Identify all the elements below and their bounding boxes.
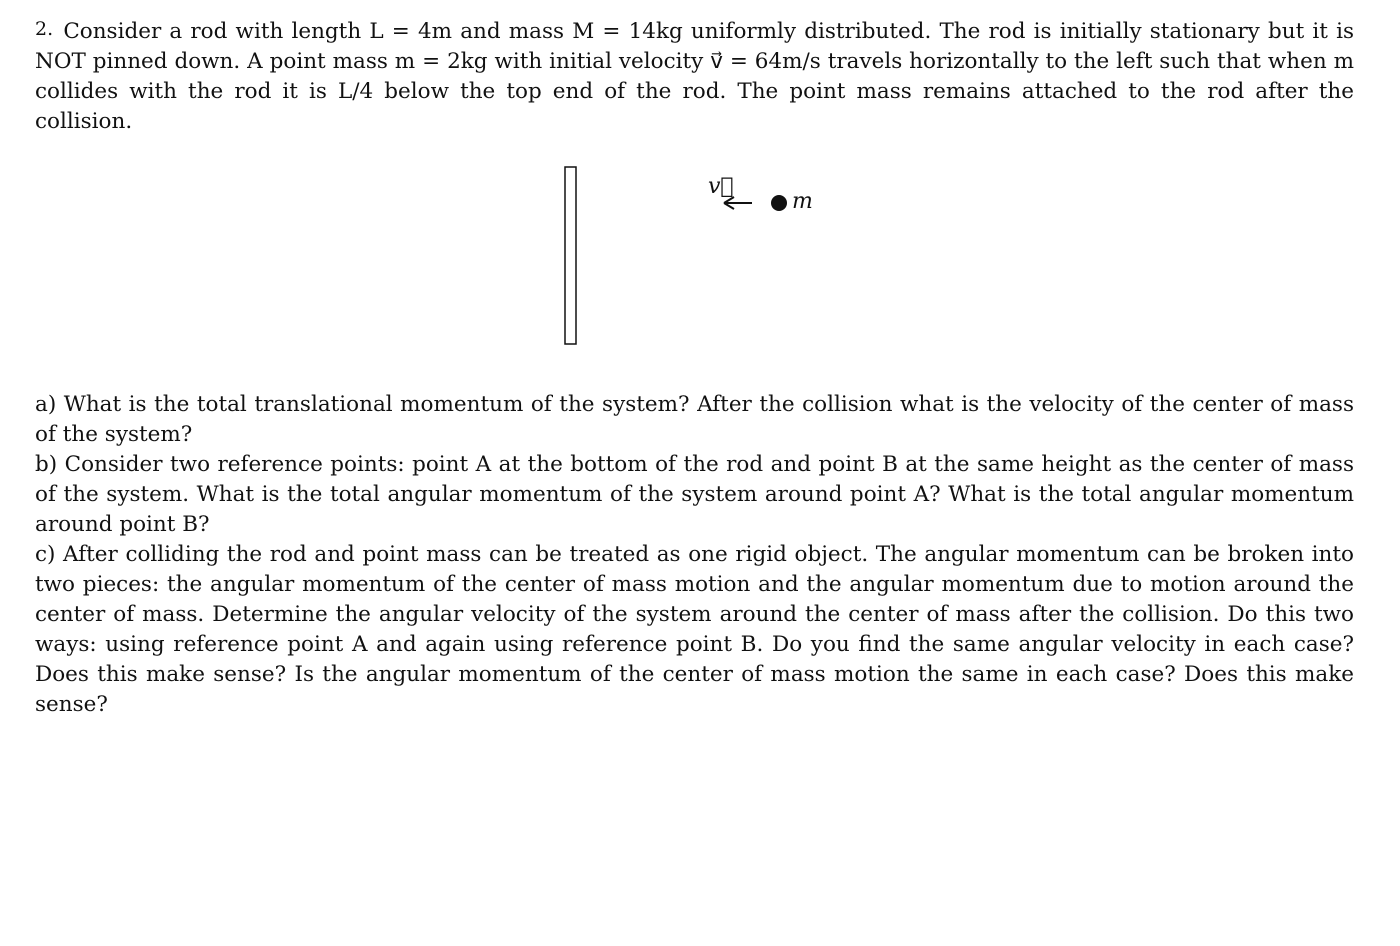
question-b: b) Consider two reference points: point A at the bottom of the rod and point B at the same height as the center of mass of the system. What is the total angular momentum of the system around point A? What is the total angular momentum around point B? <box>35 452 1354 537</box>
velocity-arrow <box>724 197 752 209</box>
mass-label: m <box>792 189 813 214</box>
problem-number: 2. <box>35 18 54 40</box>
problem-statement-block <box>35 14 1354 137</box>
questions-block <box>35 390 1354 720</box>
rod <box>565 167 576 344</box>
question-a: a) What is the total translational momentum of the system? After the collision what is the velocity of the center of mass of the system? <box>35 392 1354 447</box>
problem-statement: Consider a rod with length L = 4m and mass M = 14kg uniformly distributed. The rod is initially stationary but it is NOT pinned down. A point mass m = 2kg with initial velocity v⃗ = 64m/s travels horizontally to the left such that when m collides with the rod it is L/4 below the top end of the rod. The point mass remains attached to the rod after the collision. <box>35 19 1354 134</box>
question-c: c) After colliding the rod and point mass can be treated as one rigid object. The angular momentum can be broken into two pieces: the angular momentum of the center of mass motion and the angular momentum due to motion around the center of mass. Determine the angular velocity of the system around the center of mass after the collision. Do this two ways: using reference point A and again using reference point B. Do you find the same angular velocity in each case? Does this make sense? Is the angular momentum of the center of mass motion the same in each case? Does this make sense? <box>35 542 1354 717</box>
point-mass <box>771 195 787 211</box>
velocity-label: v⃗ <box>708 174 734 199</box>
